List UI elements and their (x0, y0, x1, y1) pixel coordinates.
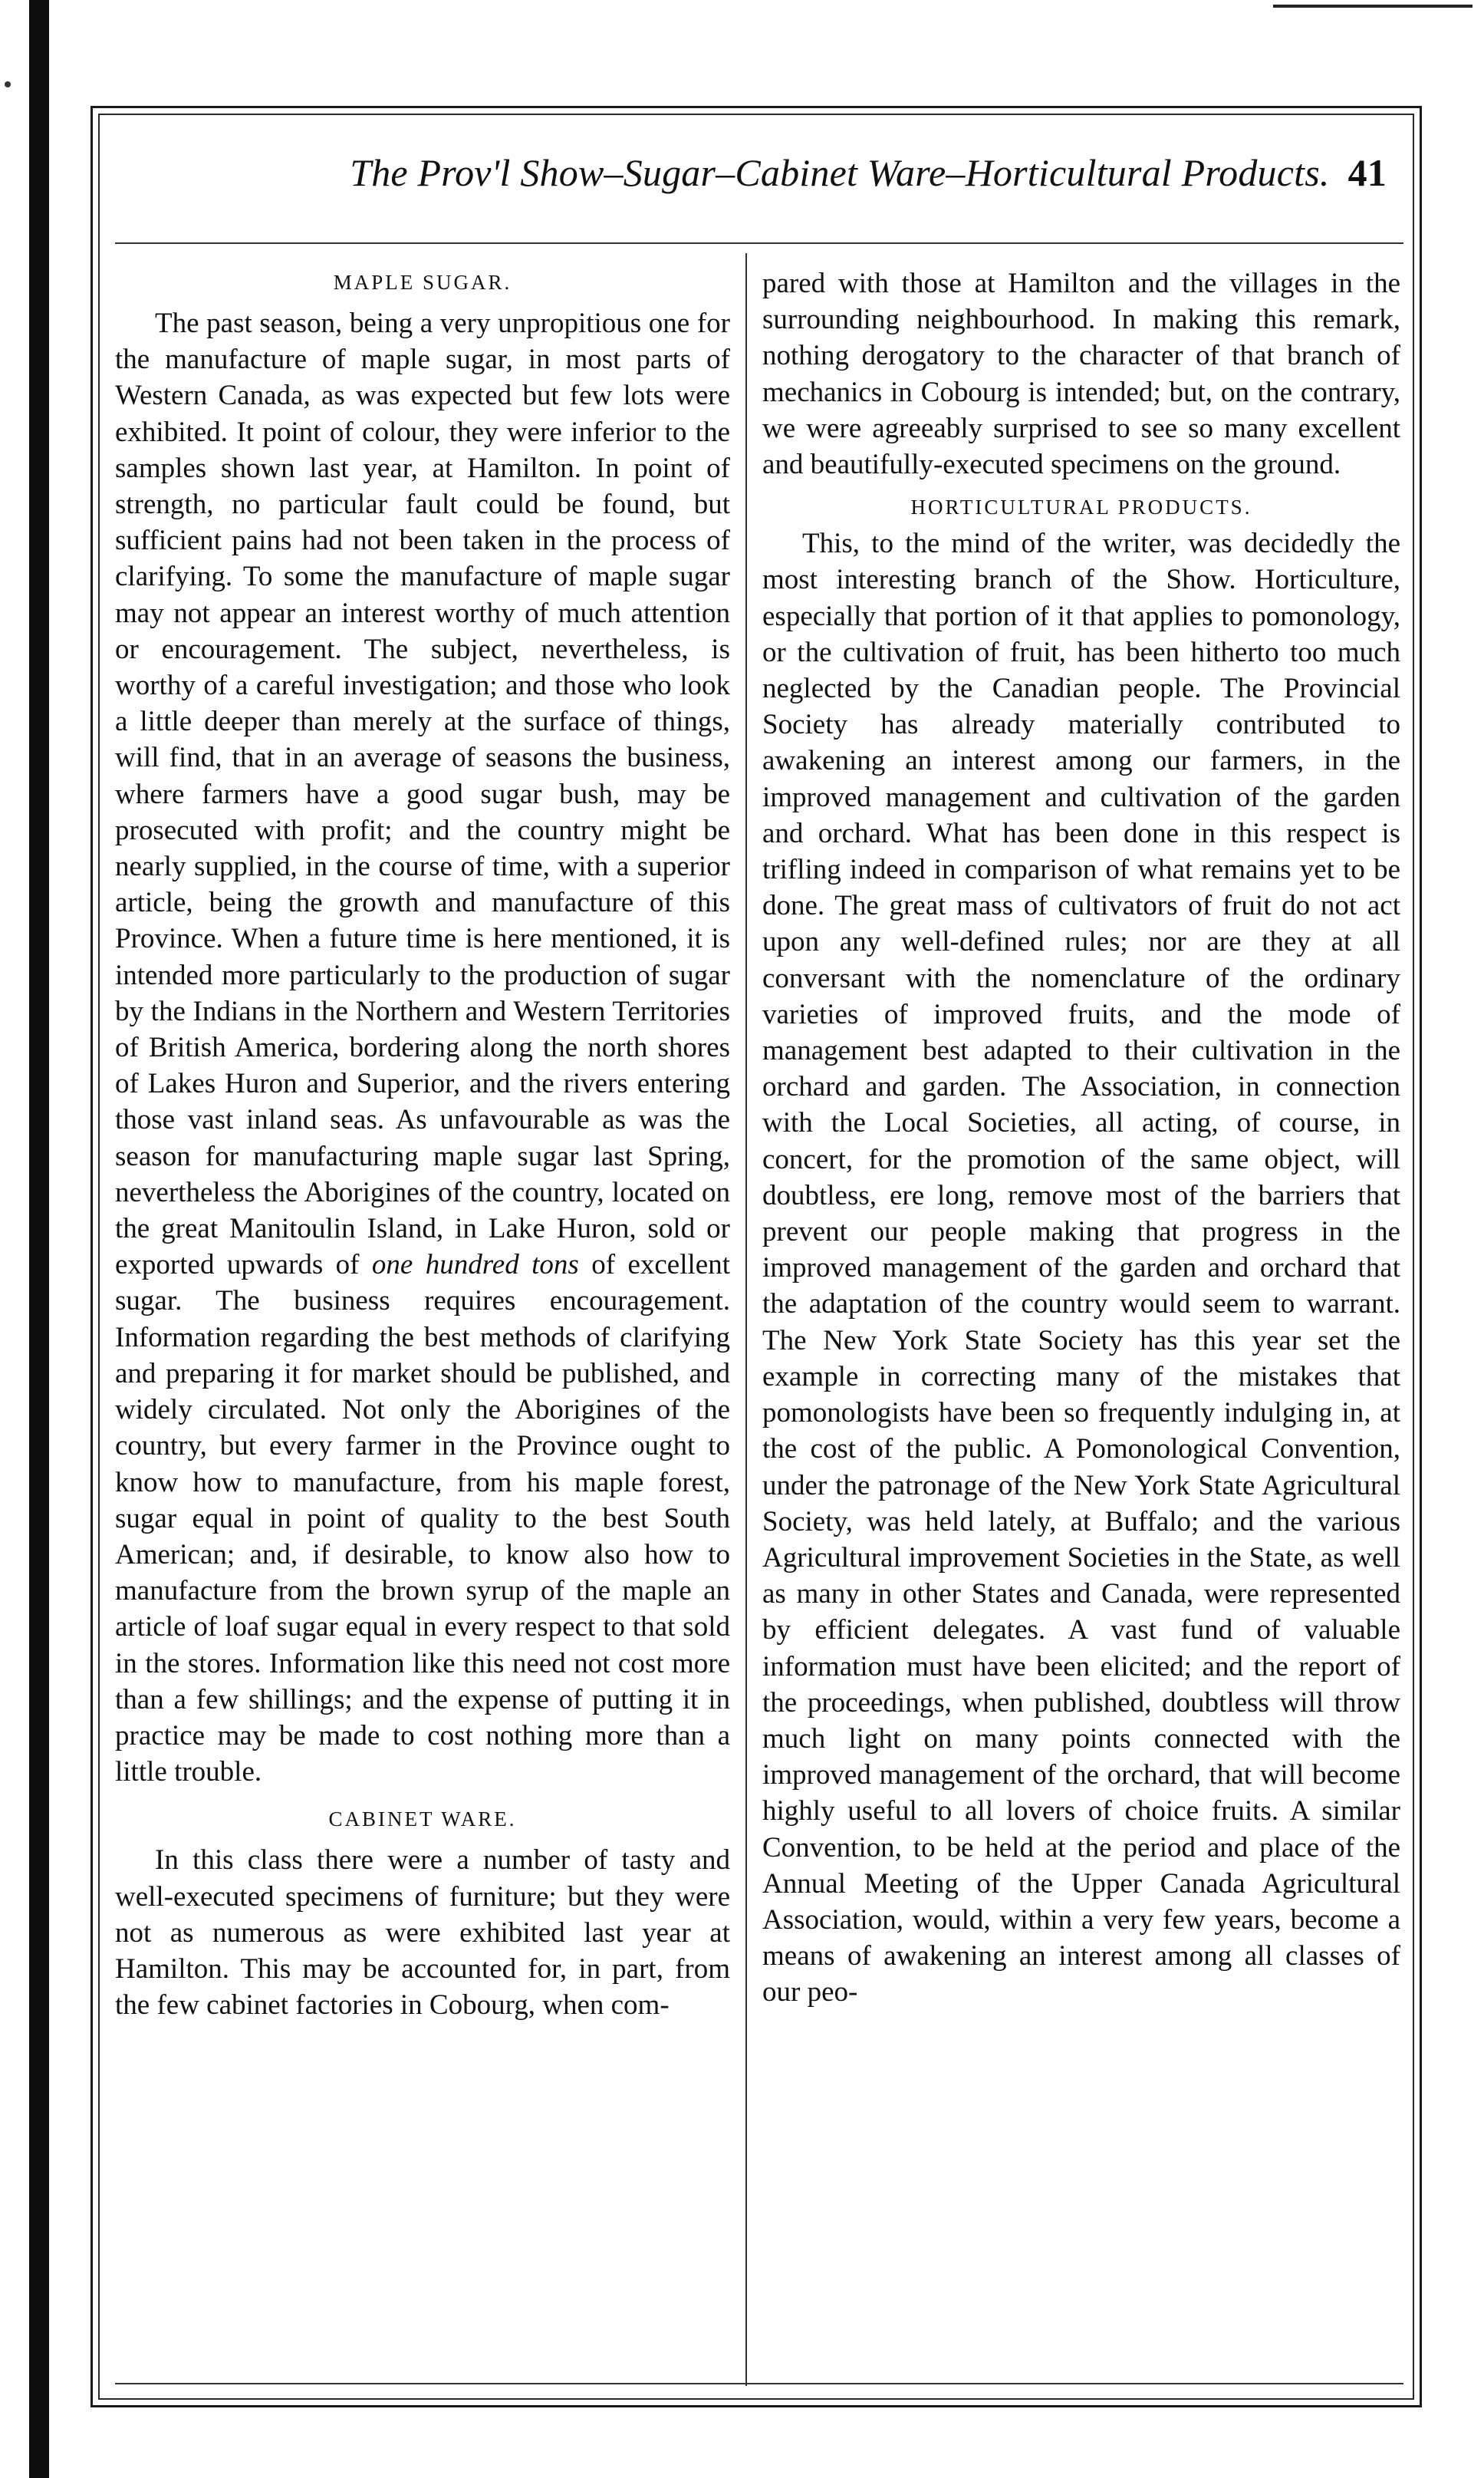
cabinet-ware-continuation: pared with those at Hamilton and the villages in the surrounding neighbourhood. In making this remark, nothing derogatory to the character of that branch of mechanics in Cobourg is intended; but, on the contrary, we were agreeably surprised to see so many excellent and beautifully-executed specimens on the ground. (762, 268, 1400, 481)
running-head (98, 150, 1387, 195)
scan-speck (5, 81, 11, 87)
header-rule (115, 242, 1403, 244)
maple-sugar-text: The past season, being a very unpropitious one for the manufacture of maple sugar, in most parts of Western Canada, as was expected but few lots were exhibited. It point of colour, they were inferior to the samples shown last year, at Hamilton. In point of strength, no particular fault could be found, but sufficient pains had not been taken in the process of clarifying. To some the manufacture of maple sugar may not appear an interest worthy of much attention or encouragement. The subject, nevertheless, is worthy of a careful investigation; and those who look a little deeper than merely at the surface of things, will find, that in an average of seasons the business, where farmers have a good sugar bush, may be prosecuted with profit; and the country might be nearly supplied, in the course of time, with a superior article, being the growth and manufacture of this Province. When a future time is here mentioned, it is intended more particularly to the production of sugar by the Indians in the Northern and Western Territories of British America, bordering along the north shores of Lakes Huron and Superior, and the rivers entering those vast inland seas. As unfavourable as was the season for manufacturing maple sugar last Spring, nevertheless the Aborigines of the country, located on the great Manitoulin Island, in Lake Huron, sold or exported upwards of (115, 308, 730, 1281)
cabinet-ware-heading: CABINET WARE. (328, 1807, 517, 1831)
binding-edge (29, 0, 49, 2478)
column-divider (745, 253, 747, 2386)
horticultural-heading: HORTICULTURAL PRODUCTS. (910, 496, 1252, 519)
running-head-title: The Prov'l Show–Sugar–Cabinet Ware–Horticultural Products. (350, 151, 1330, 194)
left-column (115, 265, 730, 2375)
cabinet-ware-paragraph: In this class there were a number of tasty and well-executed specimens of furniture; but they were not as numerous as were exhibited last year at Hamilton. This may be accounted for, in part, from the few cabinet factories in Cobourg, when com- (115, 1844, 730, 2022)
page-number: 41 (1347, 151, 1387, 194)
horticultural-paragraph: This, to the mind of the writer, was decidedly the most interesting branch of the Show. Horticulture, especially that portion of it that applies to pomonology, or the cultivation of fruit, has been hitherto too much neglected by the Canadian people. The Provincial Society has already materially contributed to awakening an interest among our farmers, in the improved management and cultivation of the garden and orchard. What has been done in this respect is trifling indeed in comparison of what remains yet to be done. The great mass of cultivators of fruit do not act upon any well-defined rules; nor are they at all conversant with the nomenclature of the ordinary varieties of improved fruits, and the mode of management best adapted to their cultivation in the orchard and garden. The Association, in connection with the Local Societies, all acting, of course, in concert, for the promotion of the same object, will doubtless, ere long, remove most of the barriers that prevent our people making that progress in the improved management of the garden and orchard that the adaptation of the country would seem to warrant. The New York State Society has this year set the example in correcting many of the mistakes that pomonologists have been so frequently indulging in, at the cost of the public. A Pomonological Convention, under the patronage of the New York State Agricultural Society, was held lately, at Buffalo; and the various Agricultural improvement Societies in the State, as well as many in other States and Canada, were represented by efficient delegates. A vast fund of valuable information must have been elicited; and the report of the proceedings, when published, doubtless will throw much light on many points connected with the improved management of the orchard, that will become highly useful to all lovers of choice fruits. A similar Convention, to be held at the period and place of the Annual Meeting of the Upper Canada Agricultural Association, would, within a very few years, become a means of awakening an interest among all classes of our peo- (762, 528, 1400, 2008)
top-scan-rule (1273, 5, 1472, 12)
maple-sugar-paragraph (115, 305, 730, 1790)
maple-sugar-text-cont: of excellent sugar. The business requires encouragement. Information regarding the best methods of clarifying and preparing it for market should be published, and widely circulated. Not only the Aborigines of the country, but every farmer in the Province ought to know how to manufacture, from his maple forest, sugar equal in point of quality to the best South American; and, if desirable, to know also how to manufacture from the brown syrup of the maple an article of loaf sugar equal in every respect to that sold in the stores. Information like this need not cost more than a few shillings; and the expense of putting it in practice may be made to cost nothing more than a little trouble. (115, 1249, 730, 1788)
right-column (762, 265, 1400, 2375)
maple-sugar-emphasis: one hundred tons (371, 1249, 579, 1281)
footer-rule (115, 2383, 1403, 2384)
maple-sugar-heading: MAPLE SUGAR. (333, 271, 512, 294)
